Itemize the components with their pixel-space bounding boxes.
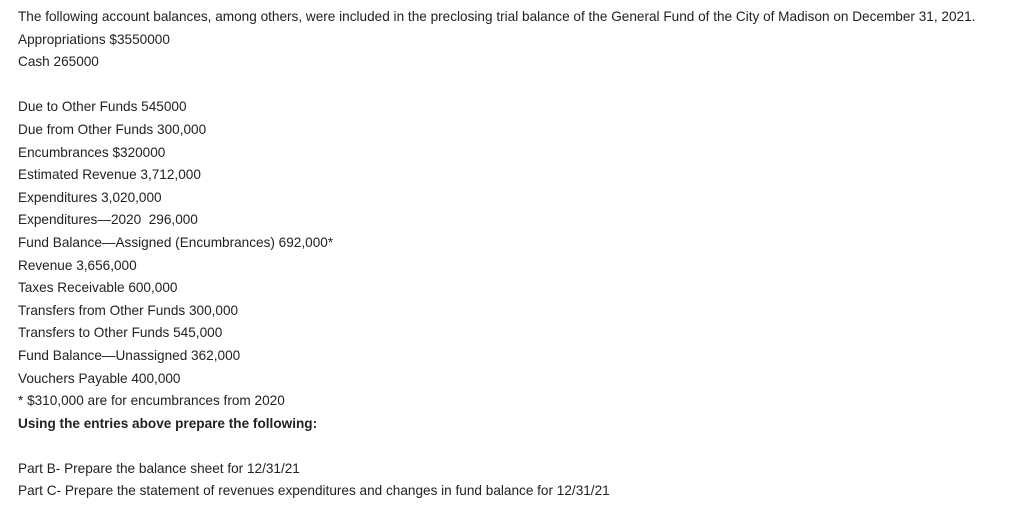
- account-line: Expenditures—2020 296,000: [18, 212, 198, 228]
- account-line: Expenditures 3,020,000: [18, 189, 162, 205]
- account-line: Transfers to Other Funds 545,000: [18, 325, 223, 341]
- account-line: Due from Other Funds 300,000: [18, 121, 207, 137]
- account-line: Due to Other Funds 545000: [18, 99, 187, 115]
- part-c-task: Part C- Prepare the statement of revenues expenditures and changes in fund balance for 12/31/21: [18, 483, 610, 499]
- account-line: Appropriations $3550000: [18, 31, 170, 47]
- blank-line: [18, 435, 1011, 458]
- account-line: Fund Balance—Assigned (Encumbrances) 692,000*: [18, 234, 334, 250]
- instruction-heading: Using the entries above prepare the following:: [18, 415, 318, 431]
- blank-line: [18, 74, 1011, 97]
- account-line: Encumbrances $320000: [18, 144, 166, 160]
- account-line: Fund Balance—Unassigned 362,000: [18, 347, 241, 363]
- intro-paragraph: The following account balances, among others, were included in the preclosing trial balance of the General Fund of the City of Madison on December 31, 2021.: [18, 9, 976, 24]
- account-line: Cash 265000: [18, 54, 99, 70]
- account-line: Vouchers Payable 400,000: [18, 370, 181, 386]
- account-line: Transfers from Other Funds 300,000: [18, 302, 239, 318]
- account-line: Taxes Receivable 600,000: [18, 280, 178, 296]
- account-line: Revenue 3,656,000: [18, 257, 137, 273]
- part-b-task: Part B- Prepare the balance sheet for 12/31/21: [18, 460, 300, 476]
- account-line: Estimated Revenue 3,712,000: [18, 167, 201, 183]
- footnote: * $310,000 are for encumbrances from 2020: [18, 393, 285, 409]
